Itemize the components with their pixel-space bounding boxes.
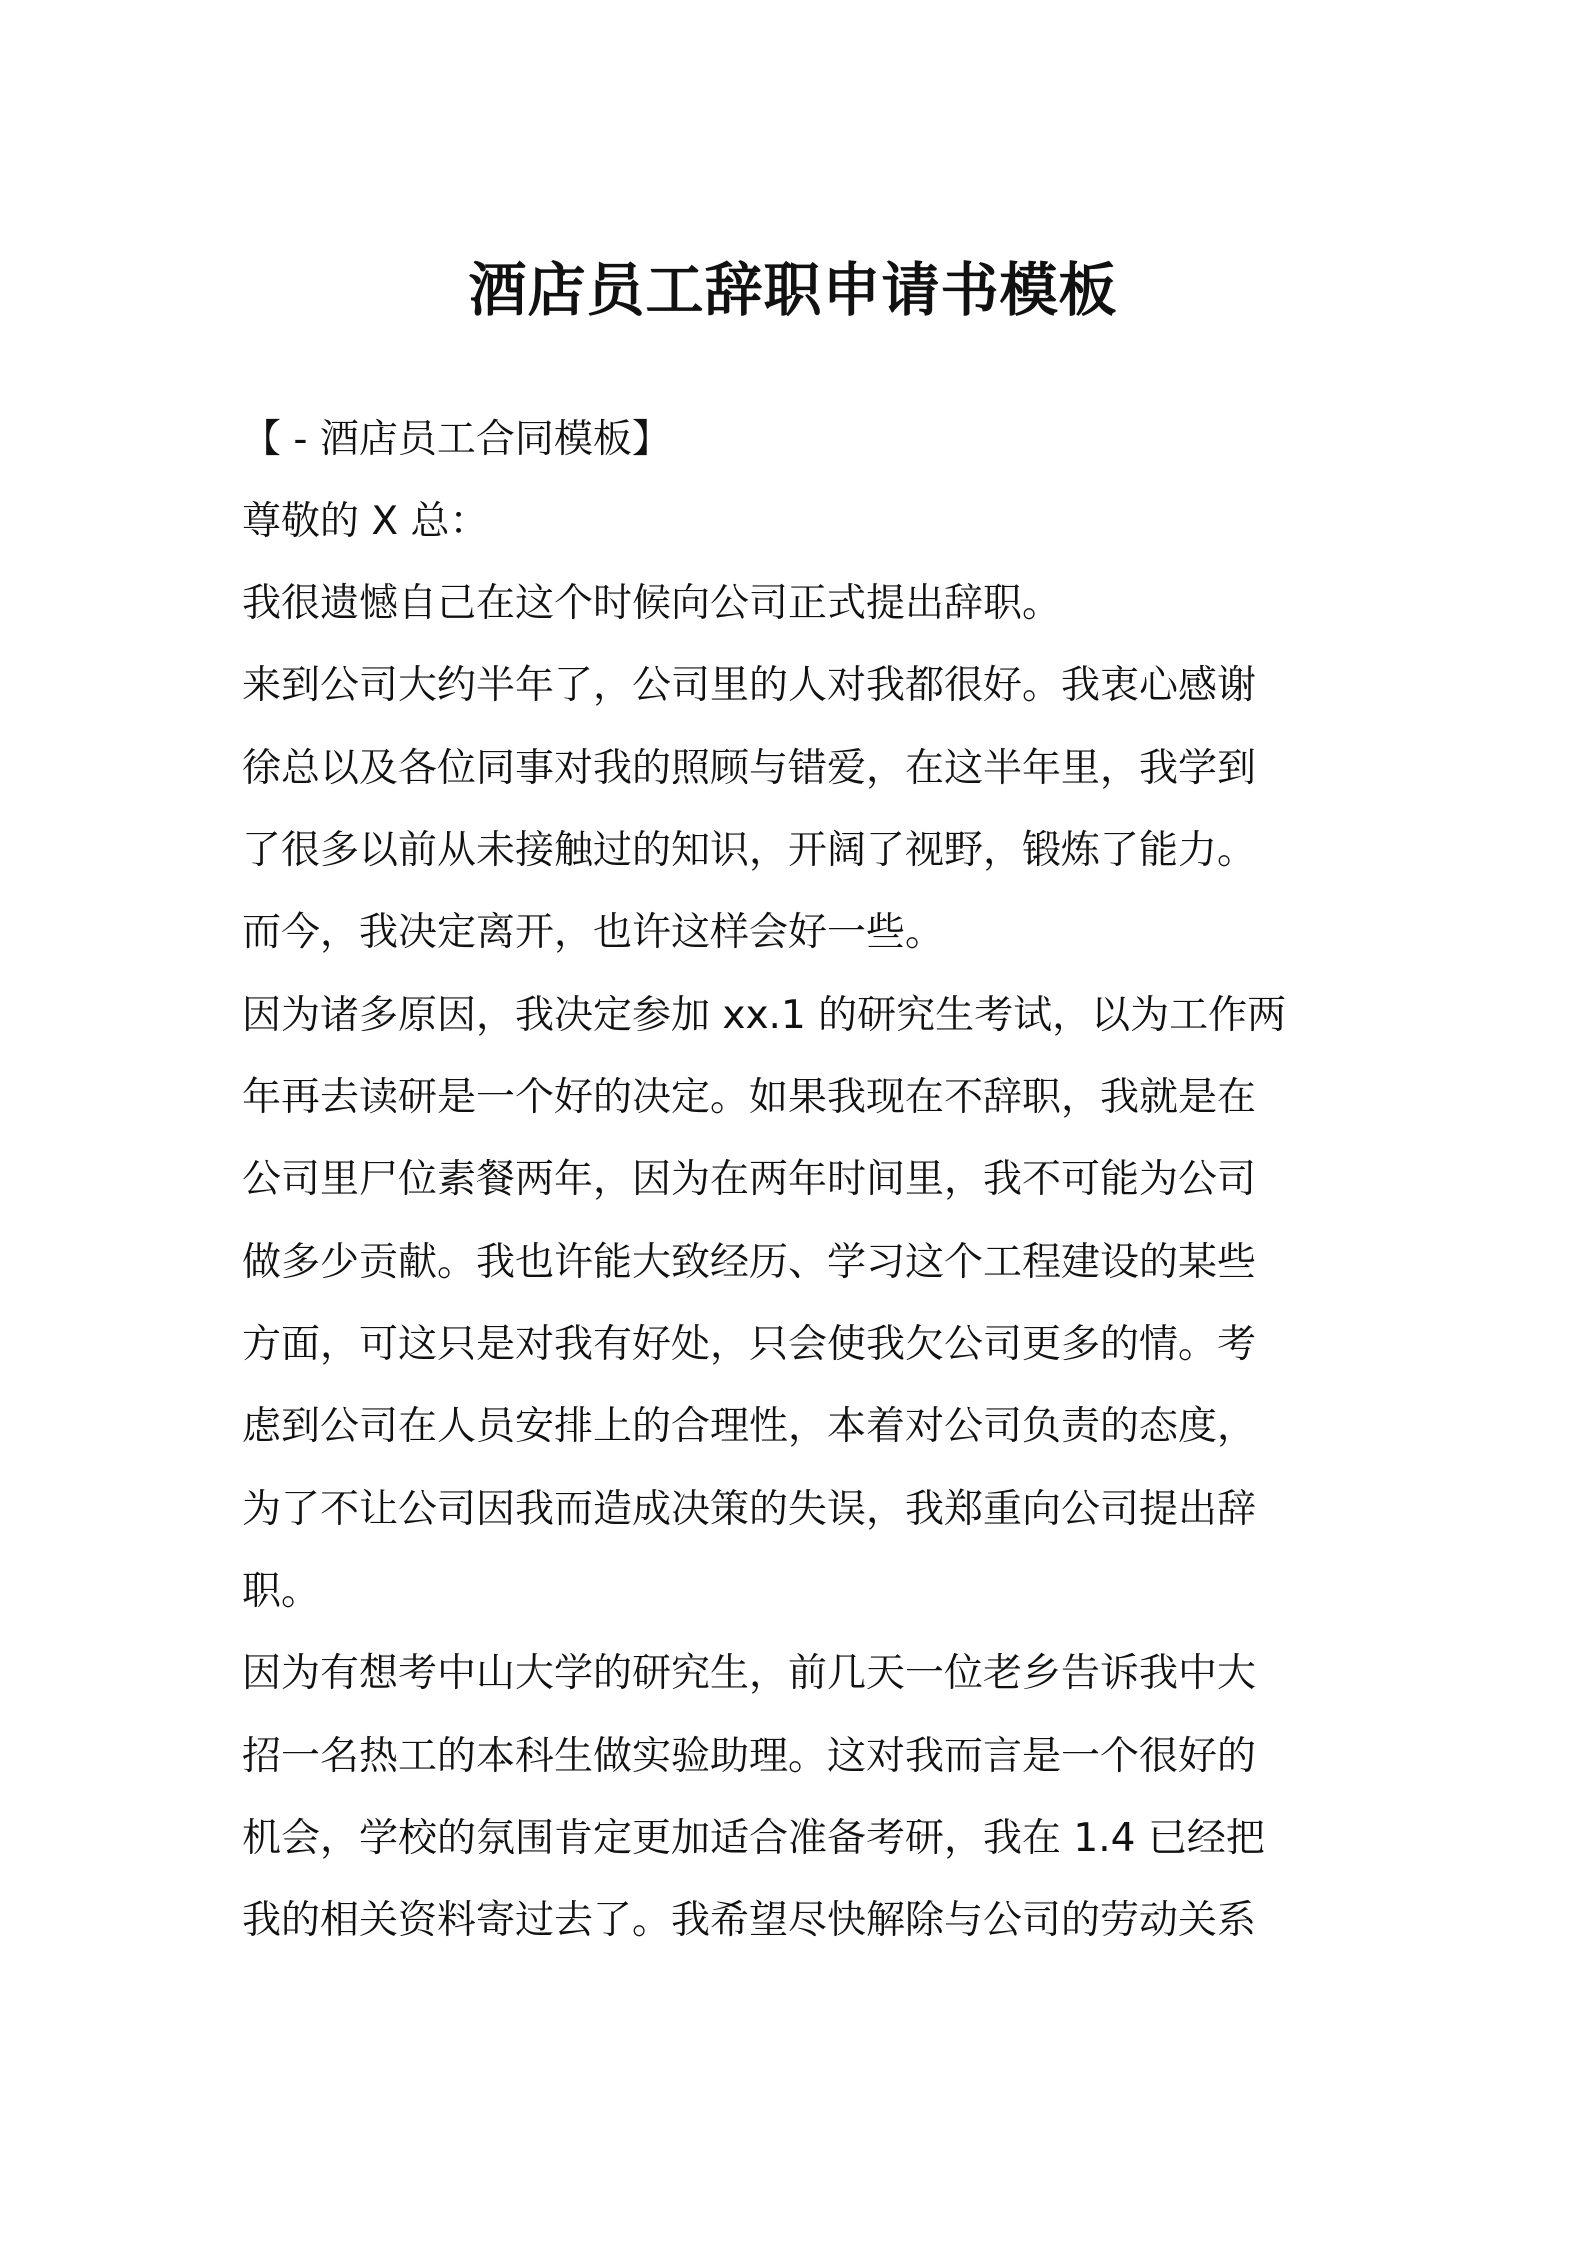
document-title: 酒店员工辞职申请书模板 [468,256,1118,324]
document-subtitle: 【 - 酒店员工合同模板】 [242,417,671,462]
body-line: 因为诸多原因，我决定参加 xx.1 的研究生考试，以为工作两 [242,993,1287,1038]
body-line: 了很多以前从未接触过的知识，开阔了视野，锻炼了能力。 [242,828,1257,873]
body-line: 做多少贡献。我也许能大致经历、学习这个工程建设的某些 [242,1240,1257,1285]
body-line: 来到公司大约半年了，公司里的人对我都很好。我衷心感谢 [242,663,1257,708]
salutation: 尊敬的 X 总： [242,499,489,544]
body-line: 为了不让公司因我而造成决策的失误，我郑重向公司提出辞 [242,1487,1257,1532]
body-line: 而今，我决定离开，也许这样会好一些。 [242,910,945,955]
body-line: 年再去读研是一个好的决定。如果我现在不辞职，我就是在 [242,1075,1257,1120]
body-line: 徐总以及各位同事对我的照顾与错爱，在这半年里，我学到 [242,746,1257,791]
body-line: 机会，学校的氛围肯定更加适合准备考研，我在 1.4 已经把 [242,1816,1265,1861]
body-line: 公司里尸位素餐两年，因为在两年时间里，我不可能为公司 [242,1157,1257,1202]
body-line: 因为有想考中山大学的研究生，前几天一位老乡告诉我中大 [242,1651,1257,1696]
body-line: 招一名热工的本科生做实验助理。这对我而言是一个很好的 [242,1734,1257,1779]
body-line: 我的相关资料寄过去了。我希望尽快解除与公司的劳动关系 [242,1898,1257,1943]
body-line: 我很遗憾自己在这个时候向公司正式提出辞职。 [242,581,1062,626]
body-line: 职。 [242,1569,321,1614]
body-line: 方面，可这只是对我有好处，只会使我欠公司更多的情。考 [242,1322,1257,1367]
body-line: 虑到公司在人员安排上的合理性，本着对公司负责的态度， [242,1404,1257,1449]
